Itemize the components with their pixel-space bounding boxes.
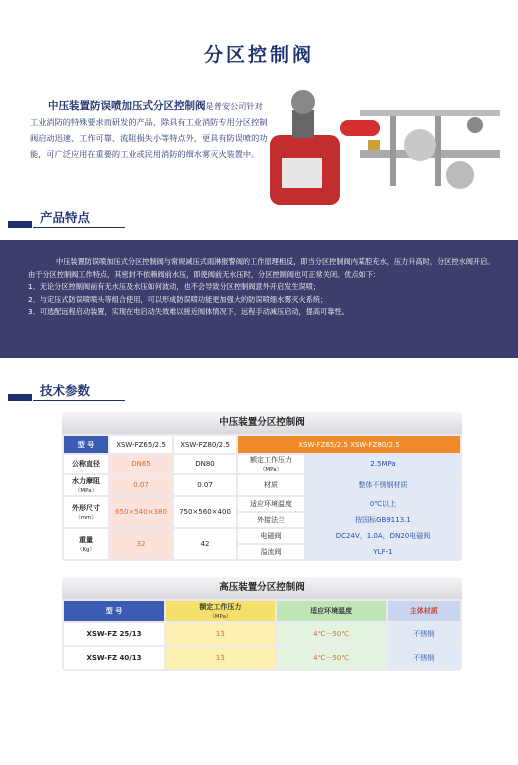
intro-lead: 中压装置防误喷加压式分区控制阀: [48, 100, 206, 112]
table1-spec-label: 适应环境温度: [238, 497, 304, 511]
feature-intro: 中压装置防误喷加压式分区控制阀与常规减压式雨淋报警阀的工作原理相反，即当分区控制阀内某腔充水，压力升高时，分区控水阀开启。由于分区控制阀工作特点，其密封不依赖阀前水压，即使阀前无水压时，分区控制阀也可正常关闭。优点如下：: [28, 257, 495, 279]
table2-cell: 13: [166, 647, 275, 669]
table1-model-both: XSW-FZ65/2.5 XSW-FZ80/2.5: [238, 436, 460, 453]
table1-row-label: 外形尺寸 （mm）: [64, 497, 108, 527]
table1-row-label: 水力摩阻 （MPa）: [64, 475, 108, 495]
table1-cell: 650×540×380: [110, 497, 172, 527]
feature-item-1: 1、无论分区控制阀前有无水压及水压如何波动，也不会导致分区控制阀意外开启发生误喷；: [28, 282, 321, 291]
valve-product-image: [260, 80, 510, 215]
table2-cell: 13: [166, 623, 275, 645]
table1-cell: 0.07: [174, 475, 236, 495]
table2-header: 主体材质: [388, 601, 461, 621]
table1-spec-value: DC24V，1.0A，DN20电磁阀: [306, 529, 460, 543]
table1-model-2: XSW-FZ80/2.5: [174, 436, 236, 453]
table2-cell: XSW-FZ 25/13: [64, 623, 164, 645]
table1-spec-label: 溢流阀: [238, 545, 304, 559]
table2-cell: 4℃－50℃: [277, 647, 386, 669]
intro-text: [30, 98, 270, 162]
table2-header: 适应环境温度: [277, 601, 386, 621]
table1-spec-value: 0℃以上: [306, 497, 460, 511]
table2-cell: 4℃－50℃: [277, 623, 386, 645]
table1-spec-value: YLF-1: [306, 545, 460, 559]
table2-header: 型 号: [64, 601, 164, 621]
table2-cell: XSW-FZ 40/13: [64, 647, 164, 669]
table1-cell: DN80: [174, 455, 236, 473]
table2-cell: 不锈钢: [388, 647, 461, 669]
table1-cell: DN65: [110, 455, 172, 473]
table1-cell: 750×560×400: [174, 497, 236, 527]
table1-cell: 32: [110, 529, 172, 559]
table1-spec-label: 外接法兰: [238, 513, 304, 527]
table1-row-label: 公称直径: [64, 455, 108, 473]
table1-model-label: 型 号: [64, 436, 108, 453]
section-title-features: 产品特点: [40, 210, 91, 225]
table1-title: 中压装置分区控制阀: [62, 412, 462, 434]
table2-title: 高压装置分区控制阀: [62, 577, 462, 599]
table1-model-1: XSW-FZ65/2.5: [110, 436, 172, 453]
intro-body: 是普安公司针对工业消防的特殊要求而研发的产品，除具有工业消防专用分区控制阀启动迅速、工作可靠、流阻损失小等特点外，更具有防误喷的功能，可广泛应用在重要的工业或民用消防的细水雾灭火装置中。: [30, 101, 268, 159]
table1-spec-label: 额定工作压力 （MPa）: [238, 455, 304, 473]
feature-item-2: 2、与定压式防误喷喷头等组合使用，可以形成防误喷功能更加强大的防误喷细水雾灭火系统；: [28, 294, 328, 304]
table1-spec-value: 按国标GB9113.1: [306, 513, 460, 527]
feature-item-3: 3、可选配远程启动装置，实现在电启动失效难以接近阀体情况下，远程手动减压启动，提高可靠性。: [28, 307, 349, 316]
table1-cell: 42: [174, 529, 236, 559]
table1-row-label: 重量 （Kg）: [64, 529, 108, 559]
table2-cell: 不锈钢: [388, 623, 461, 645]
section-title-params: 技术参数: [40, 383, 91, 398]
table1-spec-value: 整体不锈钢材质: [306, 475, 460, 495]
high-pressure-table: [62, 577, 462, 671]
table2-header: 额定工作压力 （MPa）: [166, 601, 275, 621]
table1-cell: 0.07: [110, 475, 172, 495]
page-title: 分区控制阀: [203, 44, 314, 66]
features-panel: [0, 240, 518, 358]
table1-spec-label: 材质: [238, 475, 304, 495]
table1-spec-value: 2.5MPa: [306, 455, 460, 473]
table1-spec-label: 电磁阀: [238, 529, 304, 543]
medium-pressure-table: [62, 412, 462, 561]
